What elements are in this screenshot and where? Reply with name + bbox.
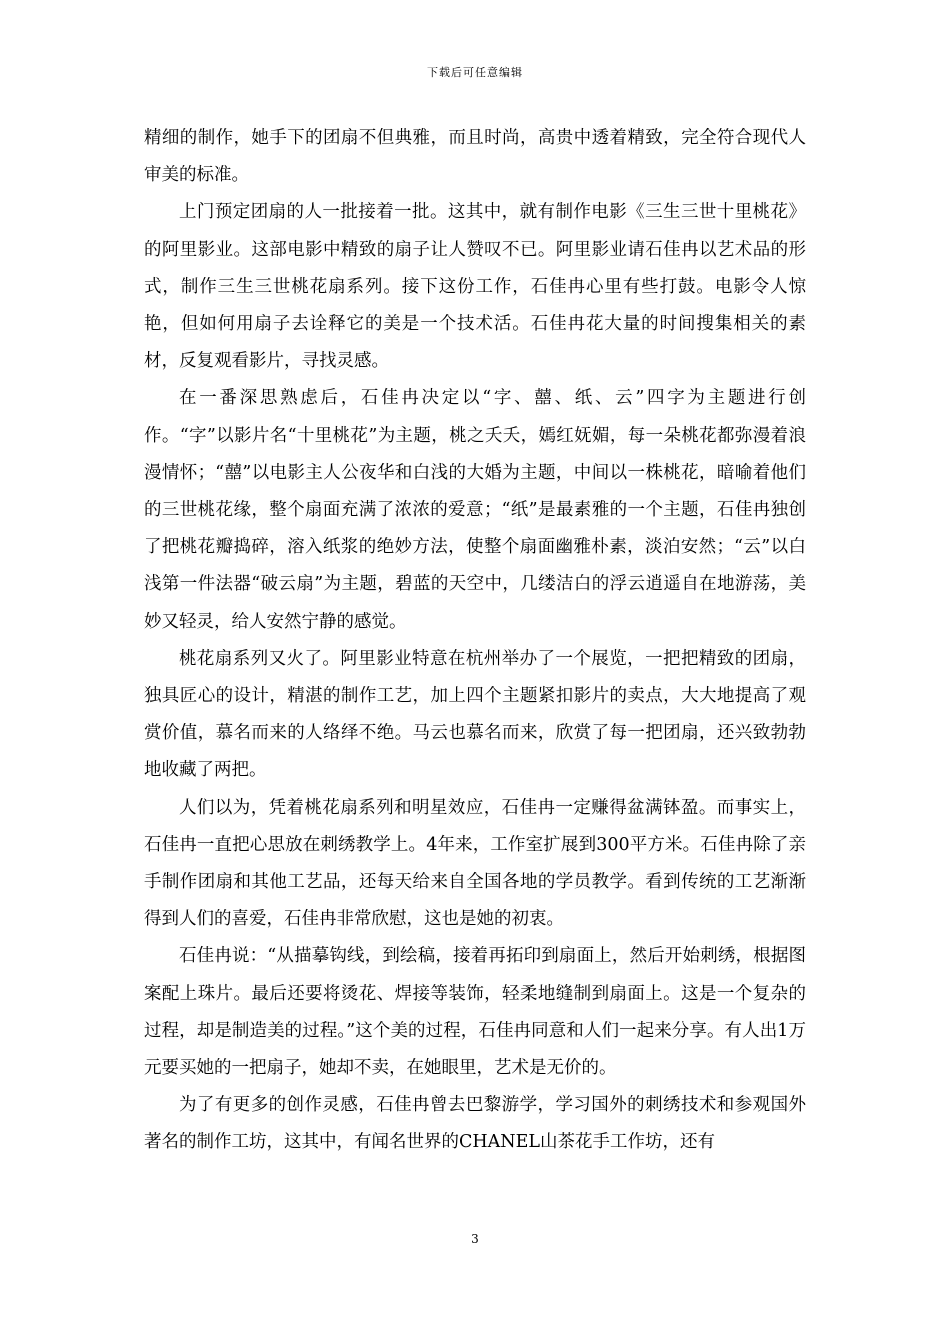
paragraph: 为了有更多的创作灵感，石佳冉曾去巴黎游学，学习国外的刺绣技术和参观国外著名的制作工坊，这其中，有闻名世界的CHANEL山茶花手工作坊，还有 — [144, 1095, 806, 1153]
paragraph: 石佳冉说：“从描摹钩线，到绘稿，接着再拓印到扇面上，然后开始刺绣，根据图案配上珠片。最后还要将烫花、焊接等装饰，轻柔地缝制到扇面上。这是一个复杂的过程，却是制造美的过程。”这个美的过程，石佳冉同意和人们一起来分享。有人出1万元要买她的一把扇子，她却不卖，在她眼里，艺术是无价的。 — [144, 946, 806, 1079]
page-header: 下载后可任意编辑 — [427, 66, 523, 79]
paragraph-continued: 精细的制作，她手下的团扇不但典雅，而且时尚，高贵中透着精致，完全符合现代人审美的标准。 — [144, 128, 806, 186]
paragraph: 人们以为，凭着桃花扇系列和明星效应，石佳冉一定赚得盆满钵盈。而事实上，石佳冉一直把心思放在刺绣教学上。4年来，工作室扩展到300平方米。石佳冉除了亲手制作团扇和其他工艺品，还每天给来自全国各地的学员教学。看到传统的工艺渐渐得到人们的喜爱，石佳冉非常欣慰，这也是她的初衷。 — [144, 797, 806, 930]
page-number: 3 — [471, 1232, 479, 1246]
document-body — [144, 120, 806, 1162]
paragraph: 在一番深思熟虑后，石佳冉决定以“字、囍、纸、云”四字为主题进行创作。“字”以影片名“十里桃花”为主题，桃之夭夭，嫣红妩媚，每一朵桃花都弥漫着浪漫情怀；“囍”以电影主人公夜华和白浅的大婚为主题，中间以一株桃花，暗喻着他们的三世桃花缘，整个扇面充满了浓浓的爱意；“纸”是最素雅的一个主题，石佳冉独创了把桃花瓣捣碎，溶入纸浆的绝妙方法，使整个扇面幽雅朴素，淡泊安然；“云”以白浅第一件法器“破云扇”为主题，碧蓝的天空中，几缕洁白的浮云逍遥自在地游荡，美妙又轻灵，给人安然宁静的感觉。 — [144, 388, 806, 632]
paragraph: 上门预定团扇的人一批接着一批。这其中，就有制作电影《三生三世十里桃花》的阿里影业。这部电影中精致的扇子让人赞叹不已。阿里影业请石佳冉以艺术品的形式，制作三生三世桃花扇系列。接下这份工作，石佳冉心里有些打鼓。电影令人惊艳，但如何用扇子去诠释它的美是一个技术活。石佳冉花大量的时间搜集相关的素材，反复观看影片，寻找灵感。 — [144, 202, 806, 372]
paragraph: 桃花扇系列又火了。阿里影业特意在杭州举办了一个展览，一把把精致的团扇，独具匠心的设计，精湛的制作工艺，加上四个主题紧扣影片的卖点，大大地提高了观赏价值，慕名而来的人络绎不绝。马云也慕名而来，欣赏了每一把团扇，还兴致勃勃地收藏了两把。 — [144, 648, 806, 781]
